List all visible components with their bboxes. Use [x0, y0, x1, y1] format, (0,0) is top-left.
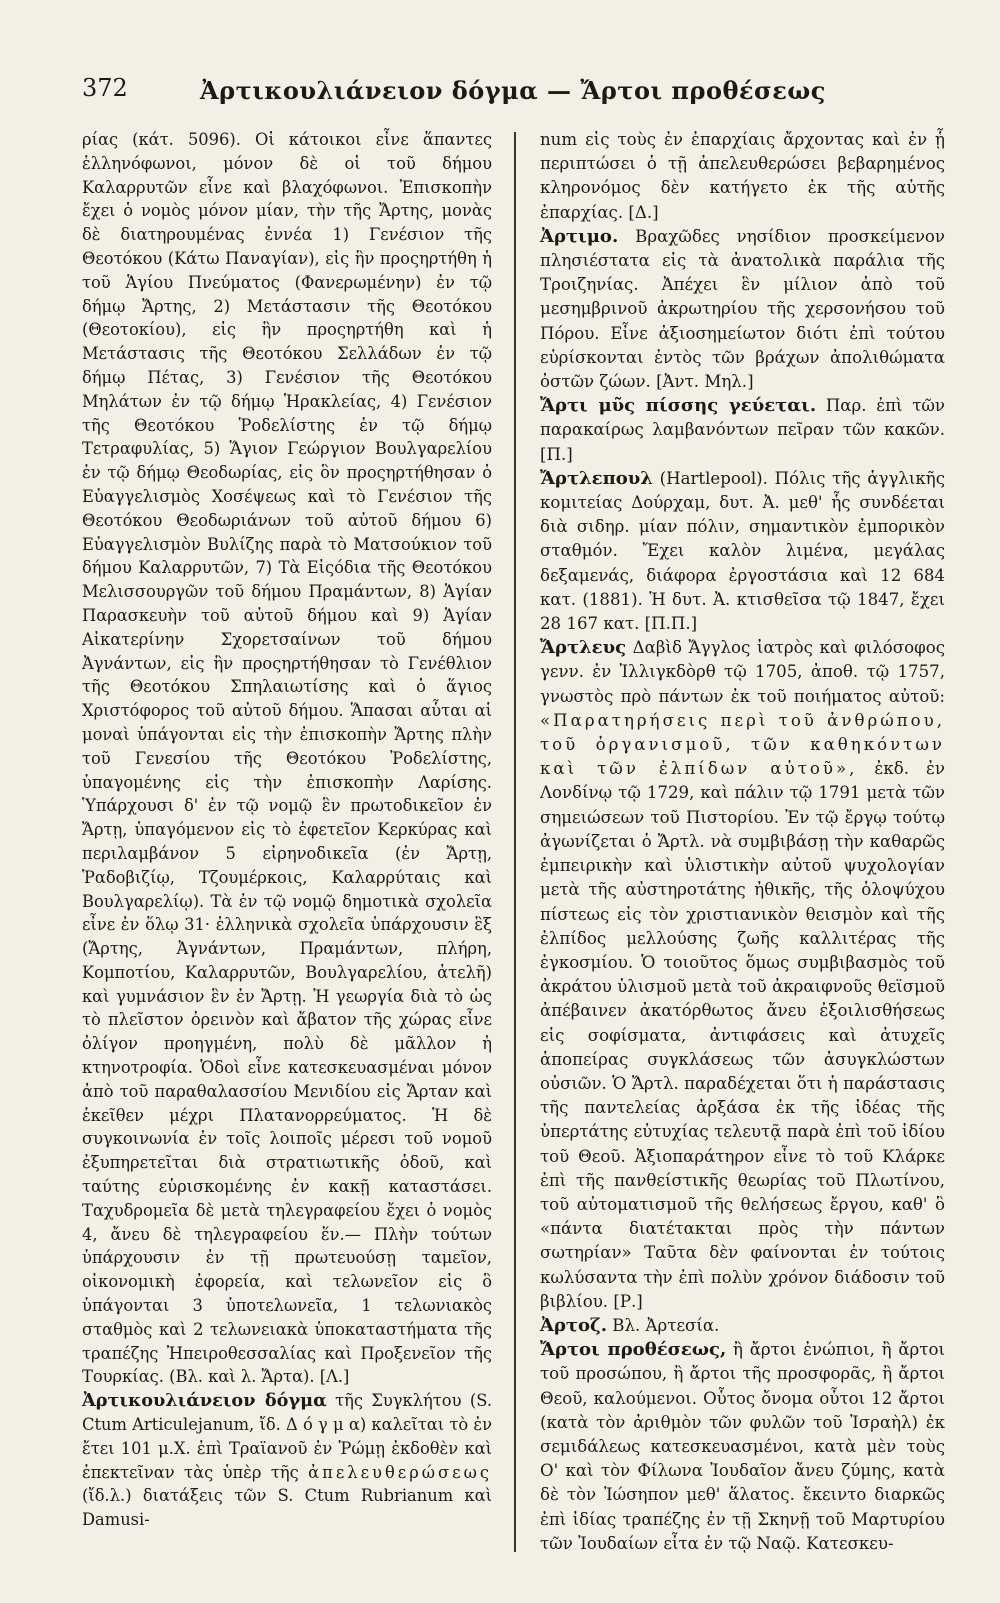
entry-artoz: [540, 1314, 945, 1338]
entry-latin-name: (Hartlepool).: [659, 468, 768, 488]
entry-text-continued: ἐκδ. ἐν Λονδίνῳ τῷ 1729, καὶ πάλιν τῷ 1791 μετὰ τῶν σημειώσεων τοῦ Πιστορίου. Ἐν τῷ ἔργῳ τούτῳ ἀγωνίζεται ὁ Ἄρτλ. νὰ συμβιβάσῃ τὴν καθαρῶς ἐμπειρικὴν καὶ ὑλιστικὴν αὐτοῦ ψυχολογίαν μετὰ τῆς αὐστηροτάτης ἠθικῆς, τῆς ὁλοψύχου πίστεως εἰς τὸν χριστιανικὸν θεισμὸν καὶ τῆς ἐλπίδος μελλούσης ζωῆς καλλιτέρας τῆς ἐγκοσμίου. Ὁ τοιοῦτος ὅμως συμβιβασμὸς τοῦ ἀκράτου ὑλισμοῦ μετὰ τοῦ ἀκραιφνοῦς θεϊσμοῦ ἀπέβαινεν ἀκατόρθωτος ἄνευ ἐξοιλισθήσεως εἰς σοφίσματα, ἀντιφάσεις καὶ ἀτυχεῖς ἀποπείρας συγκλάσεως τῶν ἀσυγκλώστων οὐσιῶν. Ὁ Ἄρτλ. παραδέχεται ὅτι ἡ παράστασις τῆς παντελείας ἀρξάσα ἐκ τῆς ἰδέας τῆς ὑπερτάτης εὐτυχίας τελευτᾷ παρὰ ἐπὶ τοῦ ἰδίου τοῦ Θεοῦ. Ἀξιοπαράτηρον εἶνε τὸ τοῦ Κλάρκε ἐπὶ τῆς πανθείστικῆς θεωρίας τοῦ Πλωτίνου, τοῦ αὐτοματισμοῦ τῆς θελήσεως ἔργου, καθ' ὃ «πάντα διατέτακται πρὸς τὴν πάντων σωτηρίαν» Ταῦτα δὲν φαίνονται ἐν τούτοις κωλύσαντα τὴν ἐπὶ πολὺν χρόνον διάδοσιν τοῦ βιβλίου. [Ρ.]: [540, 759, 945, 1311]
entry-text: Πόλις τῆς ἀγγλικῆς κομιτείας Δούρχαμ, δυτ. Ἀ. μεθ' ἧς συνδέεται διὰ σιδηρ. μίαν πόλιν, σημαντικὸν ἐμπορικὸν σταθμόν. Ἔχει καλὸν λιμένα, μεγάλας δεξαμενάς, διάφορα ἐργοστάσια καὶ 12 684 κατ. (1881). Ἡ δυτ. Ἀ. κτισθεῖσα τῷ 1847, ἔχει 28 167 κατ. [Π.Π.]: [540, 468, 945, 634]
entry-headword: Ἄρτοι προθέσεως,: [540, 1339, 727, 1361]
entry-text: Βλ. Ἀρτεσία.: [612, 1315, 720, 1335]
left-column: [82, 128, 492, 1532]
entry-spaced-term: ἀπελευθερώσεως: [308, 1462, 492, 1482]
entry-text: ἢ ἄρτοι ἐνώπιοι, ἢ ἄρτοι τοῦ προσώπου, ἢ ἄρτοι τῆς προσφορᾶς, ἢ ἄρτοι Θεοῦ, καλούμενοι. Οὗτος ὄνομα οὗτοι 12 ἄρτοι (κατὰ τὸν ἀριθμὸν τῶν φυλῶν τοῦ Ἰσραὴλ) ἐκ σεμιδάλεως κατεσκευασμένοι, κατὰ μὲν τοὺς Ο' καὶ τὸν Φίλωνα Ἰουδαῖον ἄνευ ζύμης, κατὰ δὲ τὸν Ἰώσηπον μεθ' ἅλατος. ἔκειντο διαρκῶς ἐπὶ ἰδίας τραπέζης ἐν τῇ Σκηνῇ τοῦ Μαρτυρίου τῶν Ἰουδαίων εἶτα ἐν τῷ Ναῷ. Κατεσκευ-: [540, 1340, 945, 1553]
entry-headword: Ἀρτοζ.: [540, 1314, 607, 1336]
entry-hartley: [540, 636, 945, 1314]
entry-text: τῆς Συγκλήτου (S. Ctum Articulejanum, ἴδ. Δ ό γ μ α) καλεῖται τὸ ἐν ἔτει 101 μ.Χ. ἐπὶ Τραϊανοῦ ἐν Ῥώμῃ ἐκδοθὲν καὶ ἐπεκτεῖναν τὰς ὑπὲρ τῆς: [82, 1391, 492, 1482]
entry-text: Παρ. ἐπὶ τῶν παρακαίρως λαμβανόντων πεῖραν τῶν κακῶν. [Π.]: [540, 396, 946, 464]
entry-headword: Ἄρτλευς: [540, 637, 627, 659]
page-header: [82, 74, 842, 114]
entry-articulejanum: [82, 1389, 492, 1532]
entry-headword: Ἄρτι μῦς πίσσης γεύεται.: [540, 395, 817, 417]
entry-text-continued: (ἴδ.λ.) διατάξεις τῶν S. Ctum Rubrianum καὶ Damusi-: [82, 1486, 492, 1530]
entry-artoi-protheseos: [540, 1338, 945, 1556]
entry-spaced-title: «Παρατηρήσεις περὶ τοῦ ἀνθρώπου, τοῦ ὀργανισμοῦ, τῶν καθηκόντων καὶ τῶν ἐλπίδων αὐτοῦ»,: [540, 710, 945, 779]
entry-text: Βραχῶδες νησίδιον προσκείμενον πλησιέστατα εἰς τὰ ἀνατολικὰ παράλια τῆς Τροιζηνίας. Ἀπέχει ἓν μίλιον ἀπὸ τοῦ μεσημβρινοῦ ἀκρωτηρίου τῆς χερσονήσου τοῦ Πόρου. Εἶνε ἀξιοσημείωτον διότι ἐπὶ τούτου εὑρίσκονται ἐντὸς τῶν βράχων ἀπολιθώματα ὀστῶν ζώων. [Ἀντ. Μηλ.]: [540, 226, 945, 392]
page-number: 372: [82, 74, 128, 102]
running-head: Ἀρτικουλιάνειον δόγμα — Ἄρτοι προθέσεως: [200, 76, 826, 105]
column-divider: [514, 132, 516, 1552]
entry-headword: Ἀρτικουλιάνειον δόγμα: [82, 1390, 327, 1412]
entry-artimo: [540, 225, 945, 394]
entry-headword: Ἀρτιμο.: [540, 225, 619, 247]
entry-hartlepool: [540, 467, 945, 636]
article-text: ρίας (κάτ. 5096). Οἱ κάτοικοι εἶνε ἅπαντες ἑλληνόφωνοι, μόνον δὲ οἱ τοῦ δήμου Καλαρρυτῶν εἶνε καὶ βλαχόφωνοι. Ἐπισκοπὴν ἔχει ὁ νομὸς μόνον μίαν, τὴν τῆς Ἄρτης, μονὰς δὲ διατηρουμένας ἐννέα 1) Γενέσιον τῆς Θεοτόκου (Κάτω Παναγίαν), εἰς ἣν προςηρτήθη ἡ τοῦ Ἁγίου Πνεύματος (Φανερωμένην) ἐν τῷ δήμῳ Ἄρτης, 2) Μετάστασιν τῆς Θεοτόκου (Θεοτοκίου), εἰς ἣν προςηρτήθη καὶ ἡ Μετάστασις τῆς Θεοτόκου Σελλάδων ἐν τῷ δήμῳ Πέτας, 3) Γενέσιον τῆς Θεοτόκου Μηλάτων ἐν τῷ δήμῳ Ἡρακλείας, 4) Γενέσιον τῆς Θεοτόκου Ῥοδελίστης ἐν τῷ δήμῳ Τετραφυλίας, 5) Ἅγιον Γεώργιον Βουλγαρελίου ἐν τῷ δήμῳ Θεοδωρίας, εἰς ὃν προςηρτήθησαν ὁ Εὐαγγελισμὸς Χοσέψεως καὶ τὸ Γενέσιον τῆς Θεοτόκου Θεοδωριάνων τοῦ αὐτοῦ δήμου 6) Εὐαγγελισμὸν Βυλίζης παρὰ τὸ Ματσούκιον τοῦ δήμου Καλαρρυτῶν, 7) Τὰ Εἰςόδια τῆς Θεοτόκου Μελισσουργῶν τοῦ δήμου Πραμάντων, 8) Ἁγίαν Παρασκευὴν τοῦ αὐτοῦ δήμου καὶ 9) Ἁγίαν Αἰκατερίνην Σχορετσαίνων τοῦ δήμου Ἀγνάντων, εἰς ἣν προςηρτήθησαν τὸ Γενέθλιον τῆς Θεοτόκου Σπηλαιωτίσης καὶ ὁ ἅγιος Χριστόφορος τοῦ αὐτοῦ δήμου. Ἅπασαι αὗται αἱ μοναὶ ὑπάγονται εἰς τὴν ἐπισκοπὴν Ἄρτης πλὴν τοῦ Γενεσίου τῆς Θεοτόκου Ῥοδελίστης, ὑπαγομένης εἰς τὴν ἐπισκοπὴν Λαρίσης. Ὑπάρχουσι δ' ἐν τῷ νομῷ ἓν πρωτοδικεῖον ἐν Ἄρτῃ, ὑπαγόμενον εἰς τὸ ἐφετεῖον Κερκύρας καὶ περιλαμβάνον 5 εἰρηνοδικεῖα (ἐν Ἄρτῃ, Ῥαδοβιζίῳ, Τζουμέρκοις, Καλαρρύταις καὶ Βουλγαρελίῳ). Τὰ ἐν τῷ νομῷ δημοτικὰ σχολεῖα εἶνε ἐν ὅλῳ 31· ἑλληνικὰ σχολεῖα ὑπάρχουσιν ἓξ (Ἄρτης, Ἀγνάντων, Πραμάντων, πλήρη, Κομποτίου, Καλαρρυτῶν, Βουλγαρελίου, ἀτελῆ) καὶ γυμνάσιον ἓν ἐν Ἄρτῃ. Ἡ γεωργία διὰ τὸ ὡς τὸ πλεῖστον ὀρεινὸν καὶ ἄβατον τῆς χώρας εἶνε ὀλίγον προηγμένη, πολὺ δὲ μᾶλλον ἡ κτηνοτροφία. Ὁδοὶ εἶνε κατεσκευασμέναι μόνον ἀπὸ τοῦ παραθαλασσίου Μενιδίου εἰς Ἄρταν καὶ ἐκεῖθεν μέχρι Πλατανορρεύματος. Ἡ δὲ συγκοινωνία ἐν τοῖς λοιποῖς μέρεσι τοῦ νομοῦ ἐξυπηρετεῖται διὰ στρατιωτικῆς ὁδοῦ, καὶ ταύτης εὑρισκομένης ἐν κακῇ καταστάσει. Ταχυδρομεῖα δὲ μετὰ τηλεγραφείου ἔχει ὁ νομὸς 4, ἄνευ δὲ τηλεγραφείου ἕν.— Πλὴν τούτων ὑπάρχουσιν ἐν τῇ πρωτευούσῃ ταμεῖον, οἰκονομικὴ ἐφορεία, καὶ τελωνεῖον εἰς ὃ ὑπάγονται 3 ὑποτελωνεῖα, 1 τελωνιακὸς σταθμὸς καὶ 2 τελωνειακὰ ὑποκαταστήματα τῆς τραπέζης Ἠπειροθεσσαλίας καὶ Προξενεῖον τῆς Τουρκίας. (Βλ. καὶ λ. Ἄρτα). [Λ.]: [82, 130, 492, 1387]
entry-text: Δαβὶδ Ἄγγλος ἰατρὸς καὶ φιλόσοφος γενν. ἐν Ἰλλιγκδὸρθ τῷ 1705, ἀποθ. τῷ 1757, γνωστὸς πρὸ πάντων ἐκ τοῦ ποιήματος αὐτοῦ:: [540, 638, 945, 706]
entry-proverb: [540, 394, 945, 467]
entry-headword: Ἄρτλεπουλ: [540, 467, 653, 489]
right-column: [540, 128, 945, 1556]
continued-text: num εἰς τοὺς ἐν ἐπαρχίαις ἄρχοντας καὶ ἐν ᾗ περιπτώσει ὁ τῇ ἀπελευθερώσει βεβαρημένος κληρονόμος δὲν κατήγετο ἐκ τῆς αὐτῆς ἐπαρχίας. [Δ.]: [540, 130, 945, 222]
